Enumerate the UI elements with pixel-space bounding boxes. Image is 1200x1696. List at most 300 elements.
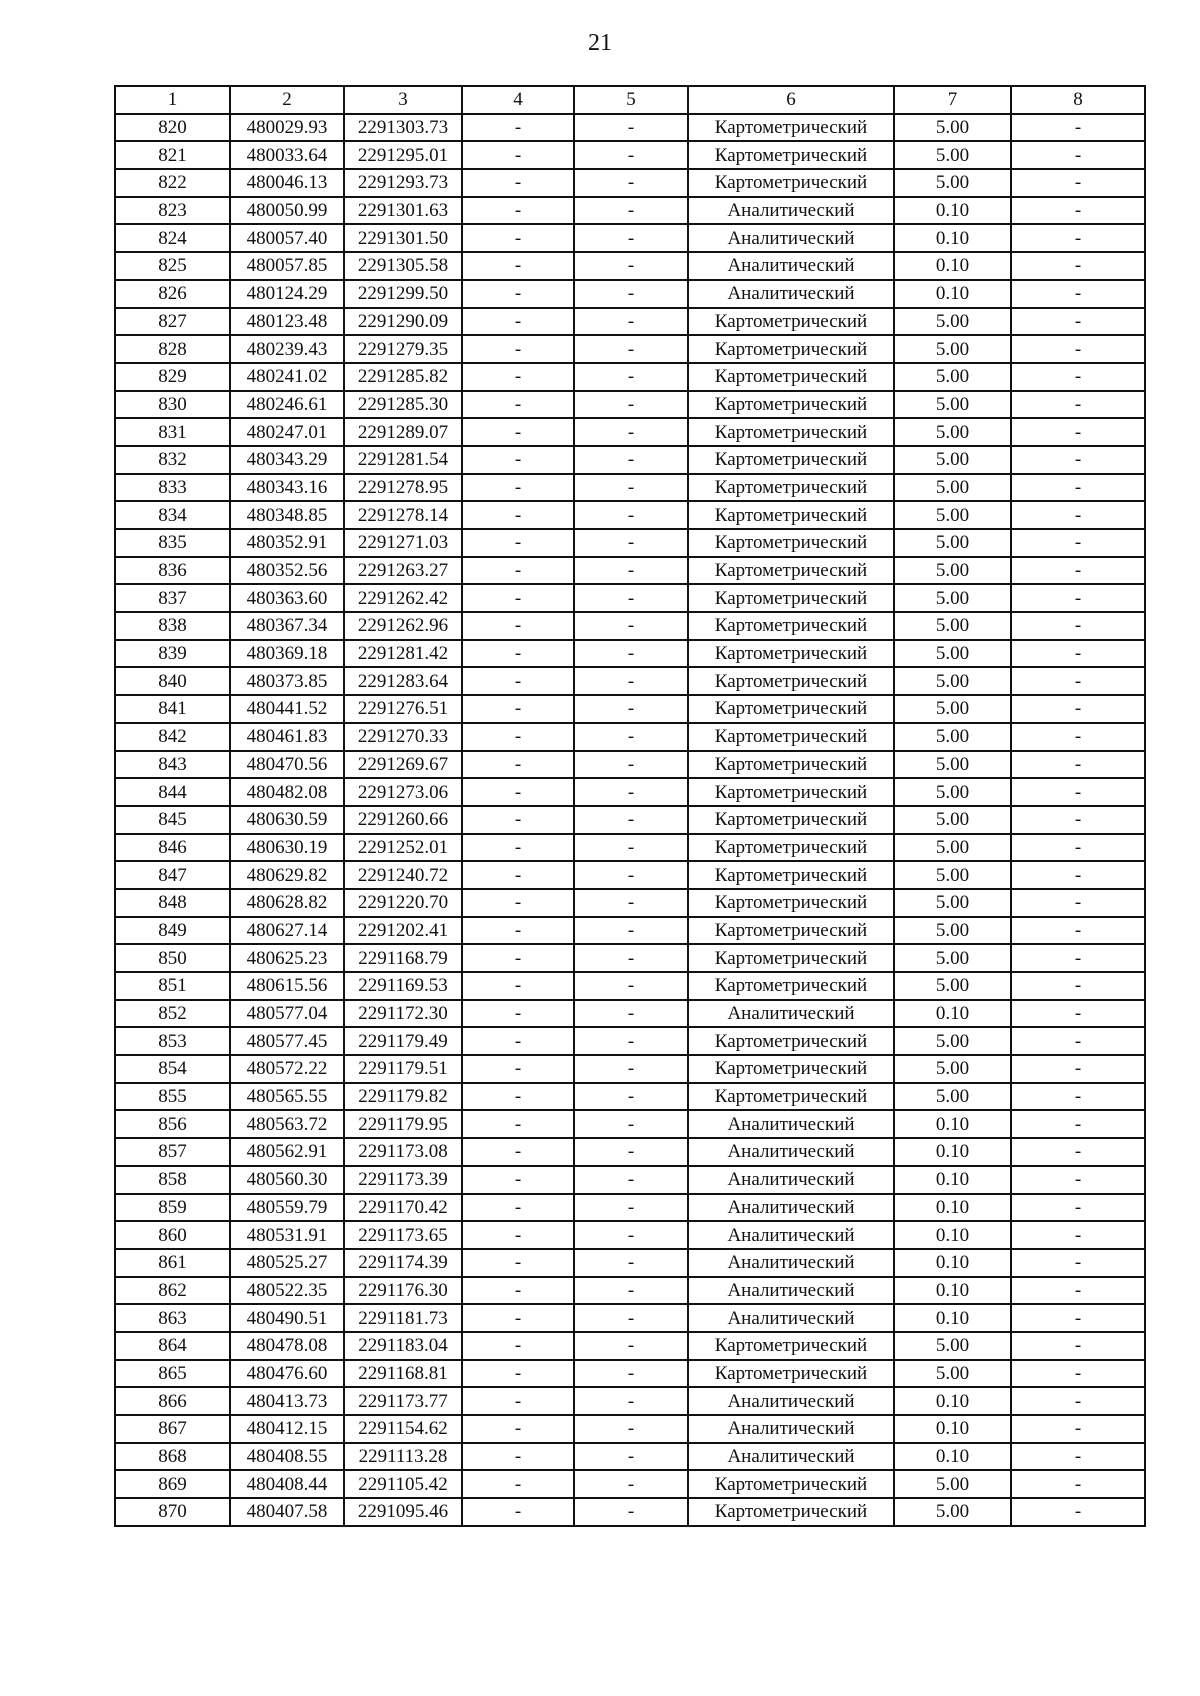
table-cell: 822: [115, 169, 230, 197]
table-cell: 2291271.03: [344, 529, 462, 557]
table-cell: 480239.43: [230, 335, 344, 363]
table-cell: 827: [115, 308, 230, 336]
table-cell: 5.00: [894, 723, 1011, 751]
table-cell: Картометрический: [688, 640, 894, 668]
table-row: [115, 1443, 1145, 1471]
table-cell: Картометрический: [688, 806, 894, 834]
table-row: [115, 1304, 1145, 1332]
table-cell: -: [462, 1000, 574, 1028]
table-cell: Аналитический: [688, 1110, 894, 1138]
table-row: [115, 1470, 1145, 1498]
table-cell: 5.00: [894, 114, 1011, 142]
table-cell: 480625.23: [230, 944, 344, 972]
table-cell: Аналитический: [688, 1166, 894, 1194]
table-cell: 2291278.95: [344, 474, 462, 502]
table-cell: 480559.79: [230, 1194, 344, 1222]
table-cell: -: [462, 1304, 574, 1332]
table-cell: 5.00: [894, 501, 1011, 529]
table-cell: -: [462, 446, 574, 474]
table-cell: 5.00: [894, 612, 1011, 640]
table-cell: -: [462, 557, 574, 585]
table-cell: -: [574, 391, 688, 419]
table-cell: -: [462, 335, 574, 363]
table-cell: 2291285.82: [344, 363, 462, 391]
table-cell: 480029.93: [230, 114, 344, 142]
table-cell: -: [574, 1498, 688, 1526]
table-cell: 0.10: [894, 197, 1011, 225]
table-cell: -: [462, 751, 574, 779]
table-cell: 5.00: [894, 557, 1011, 585]
table-cell: 831: [115, 418, 230, 446]
table-cell: -: [1011, 751, 1145, 779]
table-cell: -: [462, 1470, 574, 1498]
table-cell: 480441.52: [230, 695, 344, 723]
table-cell: 2291173.08: [344, 1138, 462, 1166]
table-row: [115, 1083, 1145, 1111]
table-cell: 0.10: [894, 1000, 1011, 1028]
table-cell: 480629.82: [230, 861, 344, 889]
table-cell: 2291293.73: [344, 169, 462, 197]
table-row: [115, 169, 1145, 197]
table-cell: -: [462, 141, 574, 169]
table-cell: 5.00: [894, 308, 1011, 336]
table-cell: 849: [115, 917, 230, 945]
table-cell: 838: [115, 612, 230, 640]
table-cell: -: [462, 1083, 574, 1111]
table-cell: -: [1011, 1166, 1145, 1194]
table-cell: 480352.56: [230, 557, 344, 585]
table-cell: -: [1011, 141, 1145, 169]
coordinates-table: [114, 85, 1146, 1527]
table-cell: -: [574, 1332, 688, 1360]
table-cell: -: [574, 1194, 688, 1222]
column-header: 2: [230, 86, 344, 114]
table-cell: 821: [115, 141, 230, 169]
table-cell: 2291260.66: [344, 806, 462, 834]
table-cell: 830: [115, 391, 230, 419]
table-cell: -: [1011, 972, 1145, 1000]
table-cell: -: [574, 1304, 688, 1332]
table-cell: 2291301.50: [344, 224, 462, 252]
table-cell: 853: [115, 1027, 230, 1055]
table-cell: -: [462, 889, 574, 917]
table-cell: -: [462, 834, 574, 862]
table-cell: -: [1011, 640, 1145, 668]
table-cell: -: [1011, 169, 1145, 197]
table-cell: -: [574, 972, 688, 1000]
table-cell: -: [574, 224, 688, 252]
table-cell: 5.00: [894, 584, 1011, 612]
table-cell: 2291269.67: [344, 751, 462, 779]
table-cell: Картометрический: [688, 861, 894, 889]
table-cell: -: [1011, 1083, 1145, 1111]
table-cell: -: [574, 529, 688, 557]
table-cell: Аналитический: [688, 197, 894, 225]
table-cell: 2291301.63: [344, 197, 462, 225]
table-cell: -: [574, 1083, 688, 1111]
table-cell: 0.10: [894, 1110, 1011, 1138]
table-cell: Картометрический: [688, 308, 894, 336]
table-cell: 480627.14: [230, 917, 344, 945]
table-cell: 2291176.30: [344, 1277, 462, 1305]
table-cell: -: [462, 363, 574, 391]
table-cell: Аналитический: [688, 1443, 894, 1471]
table-cell: 480348.85: [230, 501, 344, 529]
table-cell: -: [1011, 612, 1145, 640]
table-cell: -: [574, 806, 688, 834]
table-cell: 0.10: [894, 1443, 1011, 1471]
table-cell: 0.10: [894, 1415, 1011, 1443]
table-cell: 480563.72: [230, 1110, 344, 1138]
table-cell: -: [462, 418, 574, 446]
table-cell: 5.00: [894, 667, 1011, 695]
table-row: [115, 1110, 1145, 1138]
table-cell: Картометрический: [688, 446, 894, 474]
table-cell: 480343.16: [230, 474, 344, 502]
table-cell: Аналитический: [688, 1277, 894, 1305]
table-cell: 5.00: [894, 834, 1011, 862]
table-cell: 850: [115, 944, 230, 972]
table-cell: 834: [115, 501, 230, 529]
table-row: [115, 1277, 1145, 1305]
table-cell: -: [574, 640, 688, 668]
table-cell: 5.00: [894, 640, 1011, 668]
table-cell: -: [1011, 446, 1145, 474]
table-cell: -: [574, 308, 688, 336]
table-cell: 0.10: [894, 1166, 1011, 1194]
table-cell: 5.00: [894, 446, 1011, 474]
page-number: 21: [588, 30, 612, 56]
table-cell: 825: [115, 252, 230, 280]
table-cell: 2291179.95: [344, 1110, 462, 1138]
table-cell: 863: [115, 1304, 230, 1332]
table-cell: -: [574, 917, 688, 945]
table-row: [115, 778, 1145, 806]
table-row: [115, 584, 1145, 612]
table-row: [115, 889, 1145, 917]
table-cell: 2291289.07: [344, 418, 462, 446]
table-row: [115, 391, 1145, 419]
table-row: [115, 1138, 1145, 1166]
table-cell: Картометрический: [688, 972, 894, 1000]
table-cell: 0.10: [894, 224, 1011, 252]
table-cell: -: [574, 584, 688, 612]
table-cell: Картометрический: [688, 141, 894, 169]
table-cell: 5.00: [894, 751, 1011, 779]
table-cell: 5.00: [894, 972, 1011, 1000]
table-cell: -: [574, 418, 688, 446]
column-header: 6: [688, 86, 894, 114]
column-header: 5: [574, 86, 688, 114]
table-cell: -: [462, 1221, 574, 1249]
table-cell: -: [462, 1360, 574, 1388]
table-cell: 480470.56: [230, 751, 344, 779]
table-row: [115, 114, 1145, 142]
table-cell: 480522.35: [230, 1277, 344, 1305]
table-cell: 480628.82: [230, 889, 344, 917]
table-cell: 480123.48: [230, 308, 344, 336]
table-cell: 480572.22: [230, 1055, 344, 1083]
table-row: [115, 861, 1145, 889]
table-row: [115, 1415, 1145, 1443]
table-cell: 480057.40: [230, 224, 344, 252]
table-cell: -: [1011, 474, 1145, 502]
table-cell: 5.00: [894, 335, 1011, 363]
table-cell: 837: [115, 584, 230, 612]
table-cell: -: [574, 1138, 688, 1166]
table-cell: Картометрический: [688, 751, 894, 779]
table-row: [115, 1027, 1145, 1055]
table-cell: -: [574, 474, 688, 502]
table-row: [115, 972, 1145, 1000]
table-cell: 5.00: [894, 1083, 1011, 1111]
table-cell: -: [462, 308, 574, 336]
table-row: [115, 252, 1145, 280]
column-header: 4: [462, 86, 574, 114]
table-header-row: [115, 86, 1145, 114]
table-cell: 0.10: [894, 252, 1011, 280]
table-cell: 832: [115, 446, 230, 474]
table-cell: -: [574, 446, 688, 474]
table-cell: 2291095.46: [344, 1498, 462, 1526]
table-cell: 846: [115, 834, 230, 862]
table-cell: 5.00: [894, 1027, 1011, 1055]
table-cell: -: [1011, 197, 1145, 225]
table-cell: -: [1011, 1055, 1145, 1083]
table-cell: 2291252.01: [344, 834, 462, 862]
table-cell: 480615.56: [230, 972, 344, 1000]
table-cell: Аналитический: [688, 1138, 894, 1166]
column-header: 1: [115, 86, 230, 114]
table-cell: -: [1011, 1332, 1145, 1360]
table-cell: 5.00: [894, 889, 1011, 917]
table-cell: 856: [115, 1110, 230, 1138]
table-cell: -: [574, 501, 688, 529]
table-row: [115, 224, 1145, 252]
table-cell: -: [1011, 944, 1145, 972]
table-cell: -: [462, 529, 574, 557]
table-cell: 480033.64: [230, 141, 344, 169]
column-header: 8: [1011, 86, 1145, 114]
table-cell: 845: [115, 806, 230, 834]
table-row: [115, 695, 1145, 723]
table-cell: Картометрический: [688, 667, 894, 695]
table-cell: 2291276.51: [344, 695, 462, 723]
table-cell: 859: [115, 1194, 230, 1222]
table-cell: 2291263.27: [344, 557, 462, 585]
table-cell: -: [574, 1166, 688, 1194]
table-row: [115, 723, 1145, 751]
table-cell: -: [1011, 861, 1145, 889]
table-cell: Картометрический: [688, 584, 894, 612]
table-cell: 5.00: [894, 1360, 1011, 1388]
table-cell: Аналитический: [688, 1415, 894, 1443]
table-cell: -: [462, 640, 574, 668]
table-cell: -: [574, 169, 688, 197]
table-cell: -: [462, 723, 574, 751]
table-cell: -: [574, 667, 688, 695]
table-cell: 2291172.30: [344, 1000, 462, 1028]
table-cell: 824: [115, 224, 230, 252]
table-cell: 848: [115, 889, 230, 917]
table-cell: 2291173.65: [344, 1221, 462, 1249]
table-cell: 2291262.96: [344, 612, 462, 640]
table-cell: -: [462, 169, 574, 197]
table-cell: 480241.02: [230, 363, 344, 391]
table-row: [115, 944, 1145, 972]
table-row: [115, 280, 1145, 308]
table-cell: 480478.08: [230, 1332, 344, 1360]
table-cell: -: [1011, 252, 1145, 280]
table-cell: 829: [115, 363, 230, 391]
table-cell: -: [574, 557, 688, 585]
table-cell: 870: [115, 1498, 230, 1526]
table-row: [115, 667, 1145, 695]
table-row: [115, 1498, 1145, 1526]
table-row: [115, 1360, 1145, 1388]
table-cell: 480630.59: [230, 806, 344, 834]
table-cell: -: [574, 363, 688, 391]
table-cell: -: [574, 612, 688, 640]
table-cell: 842: [115, 723, 230, 751]
table-cell: 839: [115, 640, 230, 668]
table-cell: -: [1011, 1249, 1145, 1277]
table-cell: 480367.34: [230, 612, 344, 640]
table-row: [115, 1249, 1145, 1277]
table-cell: 480352.91: [230, 529, 344, 557]
table-cell: 2291169.53: [344, 972, 462, 1000]
table-cell: -: [462, 501, 574, 529]
table-cell: Аналитический: [688, 1249, 894, 1277]
table-cell: -: [574, 1387, 688, 1415]
table-cell: -: [1011, 917, 1145, 945]
table-cell: 2291281.42: [344, 640, 462, 668]
table-cell: -: [574, 723, 688, 751]
table-cell: -: [1011, 391, 1145, 419]
table-cell: 851: [115, 972, 230, 1000]
table-cell: -: [1011, 695, 1145, 723]
table-cell: -: [574, 335, 688, 363]
table-cell: 480246.61: [230, 391, 344, 419]
table-cell: -: [574, 252, 688, 280]
table-cell: -: [574, 280, 688, 308]
table-body: [115, 114, 1145, 1526]
table-cell: Картометрический: [688, 1498, 894, 1526]
column-header: 7: [894, 86, 1011, 114]
table-row: [115, 1221, 1145, 1249]
table-cell: -: [574, 1360, 688, 1388]
table-cell: -: [462, 695, 574, 723]
table-cell: Картометрический: [688, 114, 894, 142]
table-cell: 480565.55: [230, 1083, 344, 1111]
table-cell: -: [574, 778, 688, 806]
table-cell: 2291285.30: [344, 391, 462, 419]
table-cell: 2291154.62: [344, 1415, 462, 1443]
table-cell: 480577.45: [230, 1027, 344, 1055]
table-cell: -: [462, 1194, 574, 1222]
table-cell: Аналитический: [688, 1221, 894, 1249]
table-cell: Картометрический: [688, 335, 894, 363]
table-row: [115, 751, 1145, 779]
table-cell: -: [1011, 280, 1145, 308]
table-cell: 2291170.42: [344, 1194, 462, 1222]
table-cell: Картометрический: [688, 1470, 894, 1498]
table-row: [115, 197, 1145, 225]
table-cell: Картометрический: [688, 917, 894, 945]
table-cell: -: [1011, 363, 1145, 391]
table-cell: -: [1011, 1027, 1145, 1055]
table-cell: 480407.58: [230, 1498, 344, 1526]
table-cell: -: [1011, 1387, 1145, 1415]
table-cell: 480577.04: [230, 1000, 344, 1028]
table-cell: -: [574, 114, 688, 142]
table-cell: 2291278.14: [344, 501, 462, 529]
table-cell: 860: [115, 1221, 230, 1249]
table-row: [115, 501, 1145, 529]
table-cell: Картометрический: [688, 418, 894, 446]
column-header: 3: [344, 86, 462, 114]
table-cell: -: [1011, 529, 1145, 557]
table-cell: 2291305.58: [344, 252, 462, 280]
table-cell: -: [574, 1277, 688, 1305]
table-cell: -: [462, 1443, 574, 1471]
table-cell: -: [574, 889, 688, 917]
table-cell: -: [1011, 1470, 1145, 1498]
table-cell: -: [1011, 723, 1145, 751]
table-row: [115, 141, 1145, 169]
table-cell: 855: [115, 1083, 230, 1111]
table-cell: 5.00: [894, 917, 1011, 945]
table-cell: 480363.60: [230, 584, 344, 612]
table-cell: Картометрический: [688, 1360, 894, 1388]
table-cell: 480369.18: [230, 640, 344, 668]
table-cell: 2291303.73: [344, 114, 462, 142]
table-cell: 480476.60: [230, 1360, 344, 1388]
table-cell: -: [574, 1415, 688, 1443]
table-cell: Аналитический: [688, 1304, 894, 1332]
table-cell: 2291113.28: [344, 1443, 462, 1471]
table-cell: 823: [115, 197, 230, 225]
table-cell: -: [1011, 1443, 1145, 1471]
table-cell: -: [462, 1027, 574, 1055]
table-cell: -: [462, 1249, 574, 1277]
table-cell: 5.00: [894, 391, 1011, 419]
table-cell: -: [574, 1443, 688, 1471]
table-row: [115, 1055, 1145, 1083]
table-row: [115, 806, 1145, 834]
table-cell: 5.00: [894, 806, 1011, 834]
table-cell: -: [462, 1387, 574, 1415]
table-cell: 5.00: [894, 1332, 1011, 1360]
table-cell: -: [574, 1249, 688, 1277]
table-cell: 0.10: [894, 1194, 1011, 1222]
table-cell: 2291168.79: [344, 944, 462, 972]
table-cell: -: [1011, 584, 1145, 612]
table-cell: -: [574, 1027, 688, 1055]
table-cell: Картометрический: [688, 501, 894, 529]
table-cell: 5.00: [894, 363, 1011, 391]
table-cell: -: [462, 197, 574, 225]
table-cell: -: [574, 1110, 688, 1138]
table-cell: Картометрический: [688, 944, 894, 972]
table-cell: Картометрический: [688, 723, 894, 751]
table-cell: -: [462, 1110, 574, 1138]
table-cell: 5.00: [894, 529, 1011, 557]
table-cell: -: [462, 861, 574, 889]
table-row: [115, 1000, 1145, 1028]
table-cell: -: [462, 612, 574, 640]
table-cell: 0.10: [894, 1277, 1011, 1305]
